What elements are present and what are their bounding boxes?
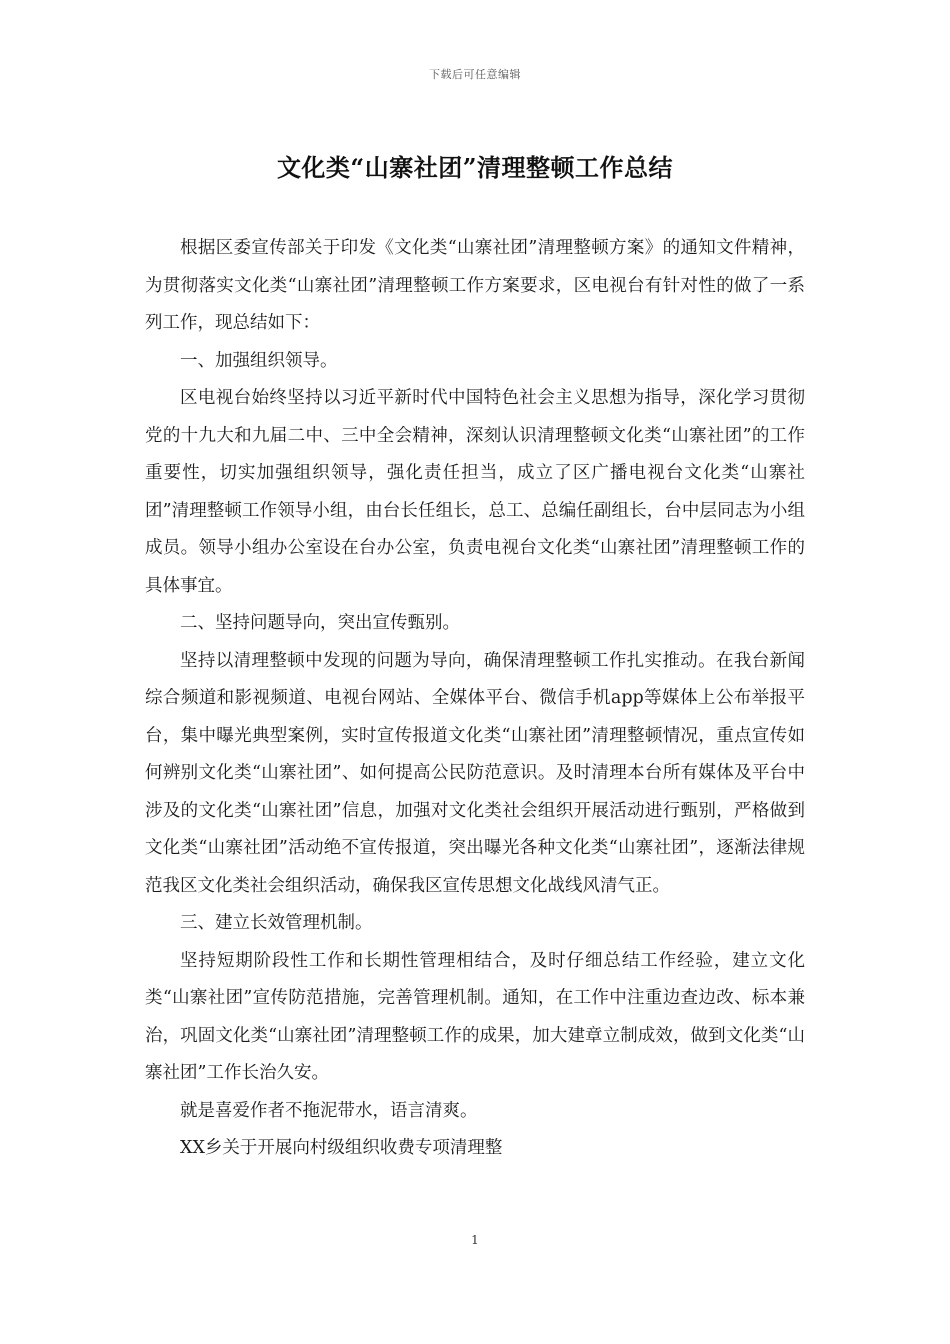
paragraph-section-1: 区电视台始终坚持以习近平新时代中国特色社会主义思想为指导，深化学习贯彻党的十九大和九届二中、三中全会精神，深刻认识清理整顿文化类“山寨社团”的工作重要性，切实加强组织领导，强化责任担当，成立了区广播电视台文化类“山寨社团”清理整顿工作领导小组，由台长任组长，总工、总编任副组长，台中层同志为小组成员。领导小组办公室设在台办公室，负责电视台文化类“山寨社团”清理整顿工作的具体事宜。 [145,388,805,596]
document-title: 文化类“山寨社团”清理整顿工作总结 [276,153,674,182]
page-number: 1 [471,1233,479,1247]
paragraph-section-3: 坚持短期阶段性工作和长期性管理相结合，及时仔细总结工作经验，建立文化类“山寨社团”宣传防范措施，完善管理机制。通知，在工作中注重边查边改、标本兼治，巩固文化类“山寨社团”清理整顿工作的成果，加大建章立制成效，做到文化类“山寨社团”工作长治久安。 [145,950,805,1083]
section-heading-3: 三、建立长效管理机制。 [180,913,373,933]
header-note: 下载后可任意编辑 [429,68,521,81]
paragraph-next-title: XX乡关于开展向村级组织收费专项清理整 [180,1138,503,1158]
paragraph-section-2: 坚持以清理整顿中发现的问题为导向，确保清理整顿工作扎实推动。在我台新闻综合频道和影视频道、电视台网站、全媒体平台、微信手机app等媒体上公布举报平台，集中曝光典型案例，实时宣传报道文化类“山寨社团”清理整顿情况，重点宣传如何辨别文化类“山寨社团”、如何提高公民防范意识。及时清理本台所有媒体及平台中涉及的文化类“山寨社团”信息，加强对文化类社会组织开展活动进行甄别，严格做到文化类“山寨社团”活动绝不宣传报道，突出曝光各种文化类“山寨社团”，逐渐法律规范我区文化类社会组织活动，确保我区宣传思想文化战线风清气正。 [145,650,805,896]
section-heading-1: 一、加强组织领导。 [180,350,338,371]
section-heading-2: 二、坚持问题导向，突出宣传甄别。 [180,613,460,633]
document-body [145,230,805,1168]
paragraph-remark: 就是喜爱作者不拖泥带水，语言清爽。 [180,1100,478,1121]
paragraph-intro: 根据区委宣传部关于印发《文化类“山寨社团”清理整顿方案》的通知文件精神，为贯彻落实文化类“山寨社团”清理整顿工作方案要求，区电视台有针对性的做了一系列工作，现总结如下： [145,238,805,333]
